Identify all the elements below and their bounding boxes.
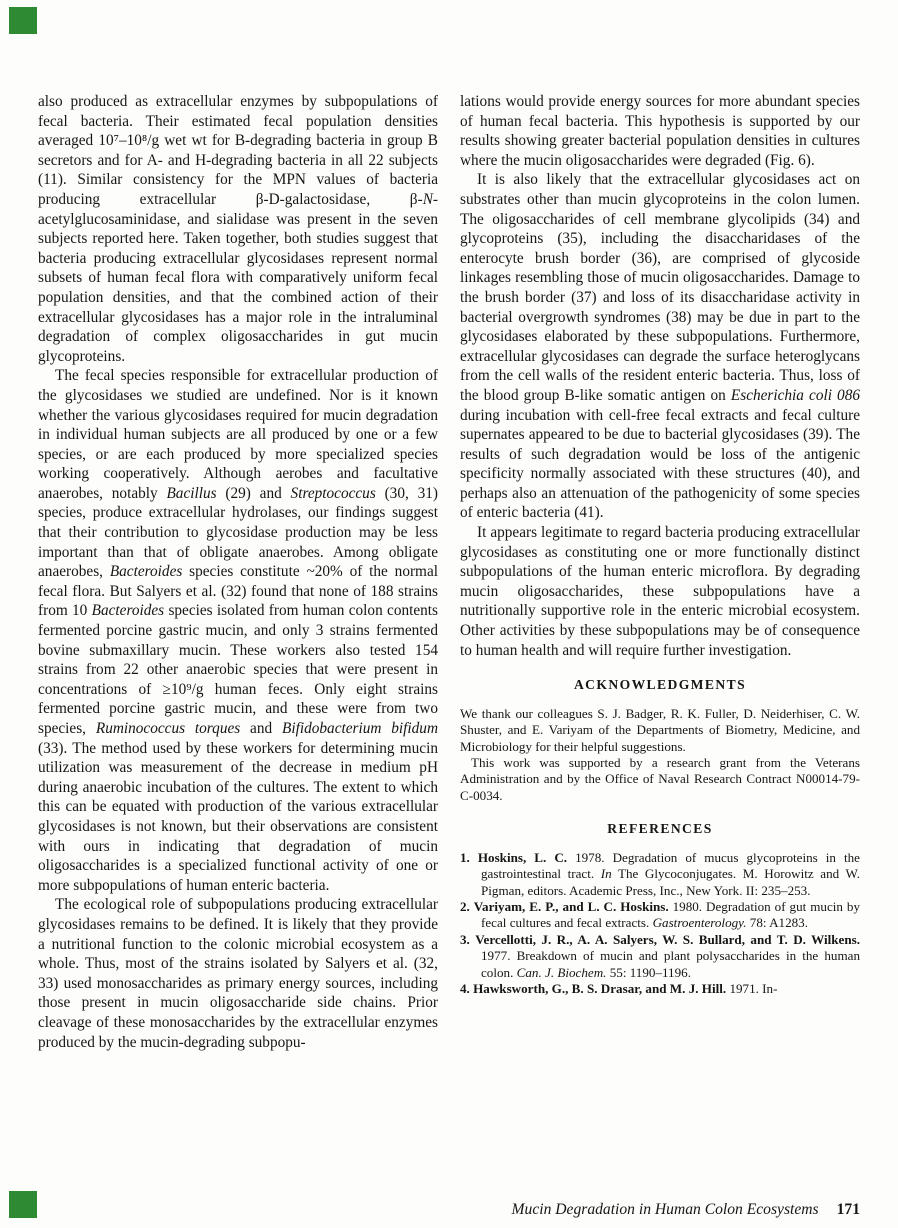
acknowledgments-section xyxy=(460,706,860,804)
reference-text: Hoskins, L. C. 1978. Degradation of mucus glycoproteins in the gastrointestinal tract. In The Glycoconjugates. M. Horowitz and W. Pigman, editors. Academic Press, Inc., New York. II: 235–253. xyxy=(477,849,860,898)
reference-number: 4. xyxy=(460,981,470,997)
reference-number: 2. xyxy=(460,899,470,915)
reference-text: Vercellotti, J. R., A. A. Salyers, W. S. Bullard, and T. D. Wilkens. 1977. Breakdown of mucin and plant polysaccharides in the human colon. Can. J. Biochem. 55: 1190–1196. xyxy=(475,931,860,980)
paragraph: It is also likely that the extracellular glycosidases act on substrates other than mucin glycoproteins in the colon lumen. The oligosaccharides of cell membrane glycolipids (34) and glycoproteins (35), including the disaccharidases of the enterocyte brush border (36), are comprised of glycoside linkages resembling those of mucin oligosaccharides. Damage to the brush border (37) and loss of its disaccharidase activity in bacterial overgrowth syndromes (38) may be due in part to the glycosidases elaborated by these subpopulations. Furthermore, extracellular glycosidases can degrade the surface heteroglycans from the cell walls of the resident enteric bacteria. Thus, loss of the blood group B-like somatic antigen on Escherichia coli 086 during incubation with cell-free fecal extracts and fecal culture supernates appeared to be due to bacterial glycosidases (39). The results of such degradation would be loss of the antigenic specificity normally associated with these structures (40), and perhaps also an attenuation of the pathogenicity of some species of enteric bacteria (41). xyxy=(460,171,860,522)
paragraph: also produced as extracellular enzymes by subpopulations of fecal bacteria. Their estimated fecal population densities averaged 10⁷–10⁸/g wet wt for B-degrading bacteria in group B secretors and for A- and H-degrading bacteria in all 22 subjects (11). Similar consistency for the MPN values of bacteria producing extracellular β-D-galactosidase, β-N-acetylglucosaminidase, and sialidase was present in the seven subjects reported here. Taken together, both studies suggest that bacteria producing extracellular glycosidases represent normal subsets of human fecal flora with comparatively uniform fecal population densities, and that the combined action of their extracellular glycosidases has a major role in the intraluminal degradation of complex oligosaccharides in gut mucin glycoproteins. xyxy=(38,93,438,365)
paragraph: The fecal species responsible for extracellular production of the glycosidases we studied are undefined. Nor is it known whether the various glycosidases required for mucin degradation in individual human subjects are all produced by one or a few species, or are each produced by more specialized species working cooperatively. Although aerobes and facultative anaerobes, notably Bacillus (29) and Streptococcus (30, 31) species, produce extracellular hydrolases, our findings suggest that their contribution to glycosidase production may be less important than that of obligate anaerobes. Among obligate anaerobes, Bacteroides species constitute ~20% of the normal fecal flora. But Salyers et al. (32) found that none of 188 strains from 10 Bacteroides species isolated from human colon contents fermented porcine gastric mucin, and only 3 strains fermented bovine submaxillary mucin. These workers also tested 154 strains from 22 other anaerobic species that were present in concentrations of ≥10⁹/g human feces. Only eight strains fermented porcine gastric mucin, and these were from two species, Ruminococcus torques and Bifidobacterium bifidum (33). The method used by these workers for determining mucin utilization was measurement of the decrease in medium pH during anaerobic incubation of the cultures. The extent to which this can be equated with production of the various extracellular glycosidases is not known, but their observations are consistent with ours in indicating that degradation of mucin oligosaccharides is a specialized functional activity of one or more subpopulations of human enteric bacteria. xyxy=(38,367,439,894)
reference-text: Variyam, E. P., and L. C. Hoskins. 1980. Degradation of gut mucin by fecal cultures and fecal extracts. Gastroenterology. 78: A1283. xyxy=(473,899,860,931)
reference-number: 3. xyxy=(460,931,470,947)
green-scan-marker-top xyxy=(9,7,37,34)
green-scan-marker-bottom xyxy=(9,1191,37,1218)
reference-number: 1. xyxy=(460,849,470,865)
acknowledgments-heading: ACKNOWLEDGMENTS xyxy=(573,677,747,693)
reference-item xyxy=(460,850,860,899)
running-title: Mucin Degradation in Human Colon Ecosystems xyxy=(511,1201,819,1218)
reference-item xyxy=(460,932,860,981)
paragraph: We thank our colleagues S. J. Badger, R. K. Fuller, D. Neiderhiser, C. W. Shuster, and E. Variyam of the Departments of Biometry, Medicine, and Microbiology for their helpful suggestions. xyxy=(460,705,860,754)
reference-item xyxy=(460,981,860,997)
reference-text: Hawksworth, G., B. S. Drasar, and M. J. Hill. 1971. In- xyxy=(473,981,778,997)
right-column xyxy=(460,92,860,1052)
references-heading: REFERENCES xyxy=(607,821,713,837)
reference-list xyxy=(460,850,860,998)
paragraph: lations would provide energy sources for more abundant species of human fecal bacteria. This hypothesis is supported by our results showing greater bacterial population densities in cultures where the mucin oligosaccharides were degraded (Fig. 6). xyxy=(460,93,860,169)
page-number: 171 xyxy=(836,1201,860,1218)
paragraph: The ecological role of subpopulations producing extracellular glycosidases remains to be defined. It is likely that they provide a nutritional function to the colonic microbial ecosystem as a whole. Thus, most of the strains isolated by Salyers et al. (32, 33) used monosaccharides as primary energy sources, including those present in mucin oligosaccharide side chains. Prior cleavage of these monosaccharides by the extracellular enzymes produced by the mucin-degrading subpopu- xyxy=(38,896,438,1051)
left-column xyxy=(38,92,438,1052)
two-column-text-block xyxy=(38,92,860,1052)
paragraph: This work was supported by a research grant from the Veterans Administration and by the Office of Naval Research Contract N00014-79-C-0034. xyxy=(460,755,860,803)
reference-item xyxy=(460,899,860,932)
page-footer xyxy=(512,1200,860,1219)
paragraph: It appears legitimate to regard bacteria producing extracellular glycosidases as constituting one or more functionally distinct subpopulations of the human enteric microflora. By degrading mucin oligosaccharides, these subpopulations have a nutritionally supportive role in the enteric microbial ecosystem. Other activities by these subpopulations may be of consequence to human health and will require further investigation. xyxy=(460,524,860,659)
